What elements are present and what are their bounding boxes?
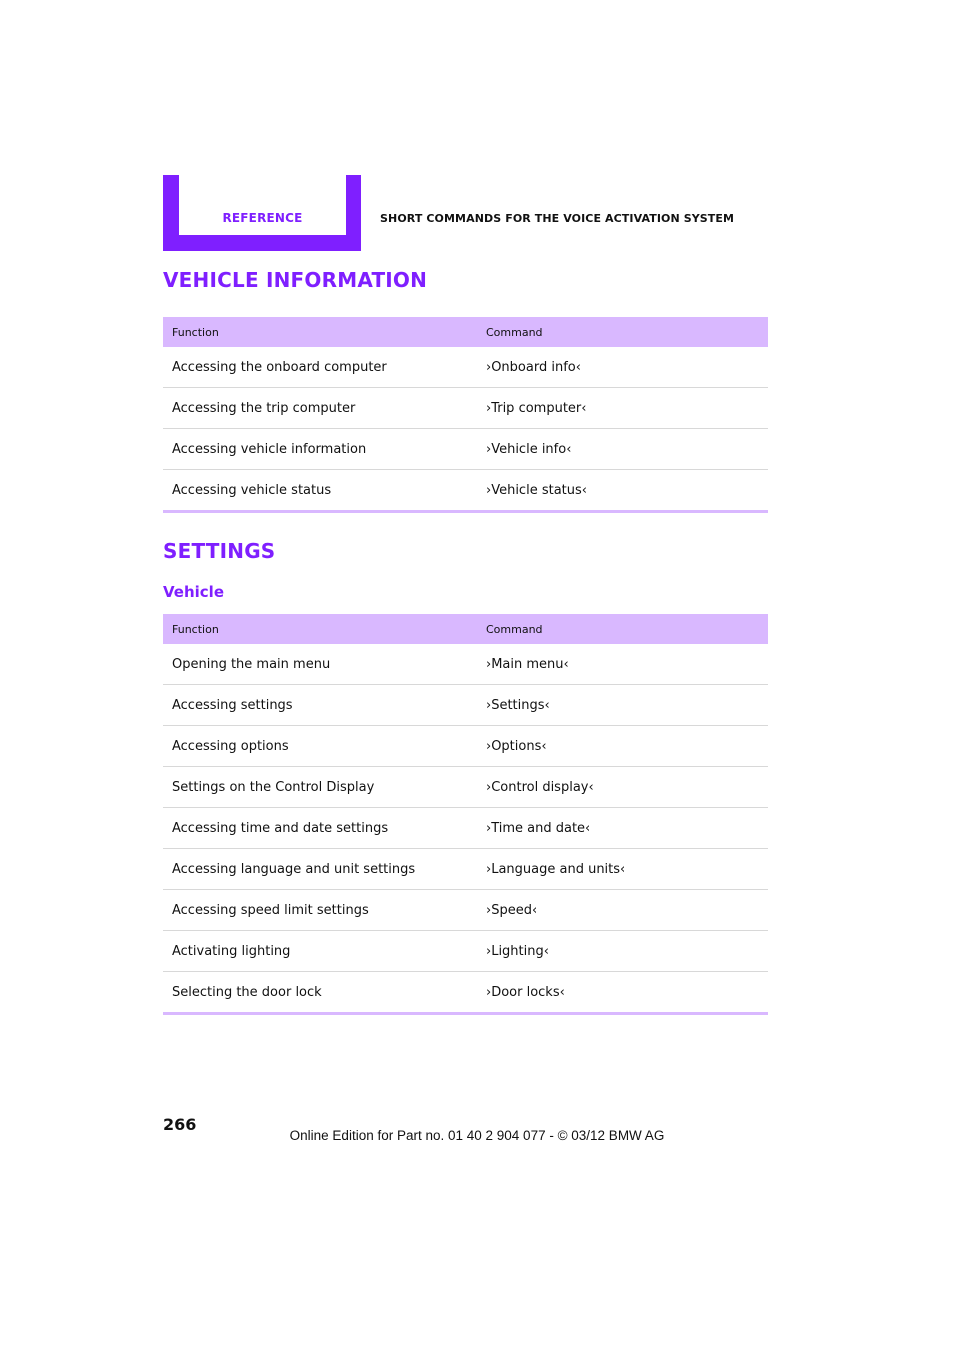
command-cell: ›Vehicle info‹ [477,429,768,470]
function-cell: Accessing language and unit settings [163,849,477,890]
command-cell: ›Speed‹ [477,890,768,931]
command-cell: ›Lighting‹ [477,931,768,972]
table-row [163,890,768,931]
section-tab [163,175,361,251]
table-row [163,388,768,429]
page-number: 266 [163,1115,197,1134]
command-cell: ›Options‹ [477,726,768,767]
table-row [163,470,768,512]
command-cell: ›Door locks‹ [477,972,768,1014]
table-row [163,644,768,685]
table-row [163,931,768,972]
function-cell: Accessing settings [163,685,477,726]
edition-footer: Online Edition for Part no. 01 40 2 904 077 - © 03/12 BMW AG [289,1128,665,1143]
function-cell: Accessing vehicle status [163,470,477,512]
column-header-function: Function [163,614,477,644]
table-header-row [163,614,768,644]
command-cell: ›Vehicle status‹ [477,470,768,512]
settings-vehicle-table [163,614,768,1015]
function-cell: Activating lighting [163,931,477,972]
command-cell: ›Settings‹ [477,685,768,726]
column-header-command: Command [477,614,768,644]
command-cell: ›Language and units‹ [477,849,768,890]
settings-heading: SETTINGS [163,539,276,563]
function-cell: Selecting the door lock [163,972,477,1014]
column-header-function: Function [163,317,477,347]
table-row [163,726,768,767]
section-tab-label: REFERENCE [222,211,303,225]
command-cell: ›Trip computer‹ [477,388,768,429]
vehicle-subheading: Vehicle [163,583,224,601]
vehicle-information-table [163,317,768,513]
command-cell: ›Time and date‹ [477,808,768,849]
column-header-command: Command [477,317,768,347]
function-cell: Accessing time and date settings [163,808,477,849]
function-cell: Accessing speed limit settings [163,890,477,931]
function-cell: Accessing options [163,726,477,767]
command-cell: ›Main menu‹ [486,656,569,672]
command-cell: ›Control display‹ [477,767,768,808]
table-row [163,767,768,808]
function-cell: Settings on the Control Display [163,767,477,808]
table-row [163,685,768,726]
function-cell: Accessing the trip computer [163,388,477,429]
function-cell: Accessing the onboard computer [172,359,387,375]
table-row [163,972,768,1014]
running-head: SHORT COMMANDS FOR THE VOICE ACTIVATION SYSTEM [380,212,735,225]
vehicle-information-heading: VEHICLE INFORMATION [163,268,428,292]
function-cell: Opening the main menu [172,656,331,672]
table-row [163,808,768,849]
table-row [163,849,768,890]
table-header-row [163,317,768,347]
command-cell: ›Onboard info‹ [486,359,581,375]
section-tab-inner [179,175,346,235]
table-row [163,347,768,388]
function-cell: Accessing vehicle information [163,429,477,470]
table-row [163,429,768,470]
